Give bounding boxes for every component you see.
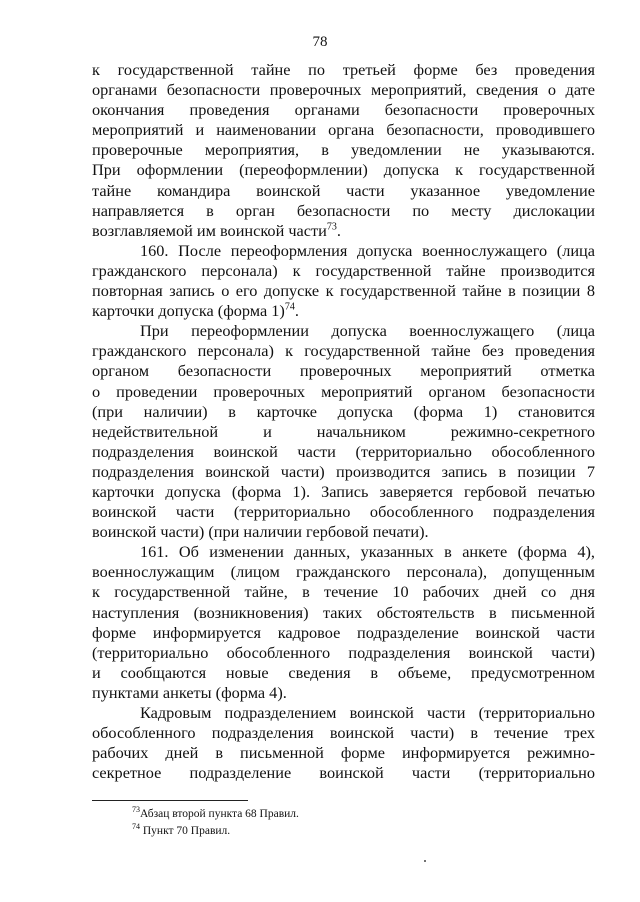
text-line xyxy=(92,723,595,743)
line-text: повторная запись о его допуске к государственной тайне в позиции 8 xyxy=(92,281,595,301)
footnote-text: Абзац второй пункта 68 Правил. xyxy=(140,808,299,820)
line-text: подразделения воинской части (территориально обособленного xyxy=(92,441,595,461)
text-line xyxy=(92,402,595,422)
line-text: органами безопасности проверочных мероприятий, сведения о дате xyxy=(92,80,595,100)
footnote-mark: 74 xyxy=(132,821,140,831)
line-text: воинской части (территориально обособленного подразделения xyxy=(92,502,595,522)
footnote-text: Пункт 70 Правил. xyxy=(140,824,231,837)
text-line xyxy=(92,703,595,723)
line-text: При переоформлении допуска военнослужащего (лица xyxy=(140,321,595,341)
text-line xyxy=(92,522,595,542)
scan-speck xyxy=(424,860,426,862)
text-line xyxy=(92,382,595,402)
footnote xyxy=(132,823,552,840)
footnote xyxy=(132,806,552,823)
text-line xyxy=(92,623,595,643)
line-text: карточки допуска (форма 1) xyxy=(92,301,285,321)
text-line xyxy=(92,442,595,462)
text-line xyxy=(92,261,595,281)
line-text: направляется в орган безопасности по месту дислокации xyxy=(92,200,595,220)
line-text: проверочные мероприятия, в уведомлении не указываются. xyxy=(92,140,595,160)
line-text: мероприятий и наименовании органа безопасности, проводившего xyxy=(92,120,595,140)
line-text: 160. После переоформления допуска военнослужащего (лица xyxy=(140,240,595,260)
body-text xyxy=(92,60,595,783)
text-line xyxy=(92,422,595,442)
page-number: 78 xyxy=(312,34,328,50)
text-line xyxy=(92,643,595,663)
text-line xyxy=(92,743,595,763)
text-line xyxy=(92,100,595,120)
text-line xyxy=(92,582,595,602)
line-tail: . xyxy=(336,220,341,240)
line-text: тайне командира воинской части указанное уведомление xyxy=(92,180,595,200)
text-line xyxy=(92,80,595,100)
line-text: обособленного подразделения воинской части) в течение трех xyxy=(92,723,595,743)
text-line xyxy=(92,763,595,783)
text-line xyxy=(92,60,595,80)
line-text: пунктами анкеты (форма 4). xyxy=(92,682,287,702)
line-tail: . xyxy=(294,301,299,321)
text-line xyxy=(92,221,595,241)
line-text: секретное подразделение воинской части (территориально xyxy=(92,763,595,783)
text-line xyxy=(92,301,595,321)
line-text: При оформлении (переоформлении) допуска к государственной xyxy=(92,160,595,180)
line-text: органом безопасности проверочных мероприятий отметка xyxy=(92,361,595,381)
line-text: рабочих дней в письменной форме информируется режимно- xyxy=(92,743,595,763)
line-text: (при наличии) в карточке допуска (форма 1) становится xyxy=(92,401,595,421)
line-text: о проведении проверочных мероприятий органом безопасности xyxy=(92,381,595,401)
text-line xyxy=(92,120,595,140)
line-text: наступления (возникновения) таких обстоятельств в письменной xyxy=(92,602,595,622)
text-line xyxy=(92,462,595,482)
line-text: Кадровым подразделением воинской части (территориально xyxy=(140,703,595,722)
footnote-reference[interactable]: 73 xyxy=(326,221,337,233)
text-line xyxy=(92,321,595,341)
line-text: и сообщаются новые сведения в объеме, предусмотренном xyxy=(92,662,595,682)
text-line xyxy=(92,562,595,582)
text-line xyxy=(92,241,595,261)
line-text: возглавляемой им воинской части xyxy=(92,220,327,240)
text-line xyxy=(92,201,595,221)
line-text: окончания проведения органами безопасности проверочных xyxy=(92,100,595,120)
footnote-separator xyxy=(92,800,248,801)
text-line xyxy=(92,683,595,703)
footnote-reference[interactable]: 74 xyxy=(284,301,295,313)
line-text: 161. Об изменении данных, указанных в анкете (форма 4), xyxy=(140,542,595,562)
text-line xyxy=(92,140,595,160)
line-text: гражданского персонала) к государственной тайне без проведения xyxy=(92,341,595,361)
line-text: карточки допуска (форма 1). Запись заверяется гербовой печатью xyxy=(92,481,595,501)
text-line xyxy=(92,181,595,201)
text-line xyxy=(92,482,595,502)
footnote-mark: 73 xyxy=(132,805,140,815)
line-text: к государственной тайне по третьей форме без проведения xyxy=(92,60,595,79)
text-line xyxy=(92,160,595,180)
footnotes xyxy=(132,806,552,839)
text-line xyxy=(92,502,595,522)
line-text: подразделения воинской части) производится запись в позиции 7 xyxy=(92,461,595,481)
text-line xyxy=(92,663,595,683)
text-line xyxy=(92,542,595,562)
text-line xyxy=(92,361,595,381)
text-line xyxy=(92,341,595,361)
line-text: гражданского персонала) к государственной тайне производится xyxy=(92,260,595,280)
text-line xyxy=(92,603,595,623)
line-text: форме информируется кадровое подразделение воинской части xyxy=(92,622,595,642)
line-text: недействительной и начальником режимно-секретного xyxy=(92,421,595,441)
line-text: (территориально обособленного подразделения воинской части) xyxy=(92,642,595,662)
line-text: военнослужащим (лицом гражданского персонала), допущенным xyxy=(92,562,595,582)
text-line xyxy=(92,281,595,301)
line-text: воинской части) (при наличии гербовой печати). xyxy=(92,522,429,542)
line-text: к государственной тайне, в течение 10 рабочих дней со дня xyxy=(92,582,595,602)
